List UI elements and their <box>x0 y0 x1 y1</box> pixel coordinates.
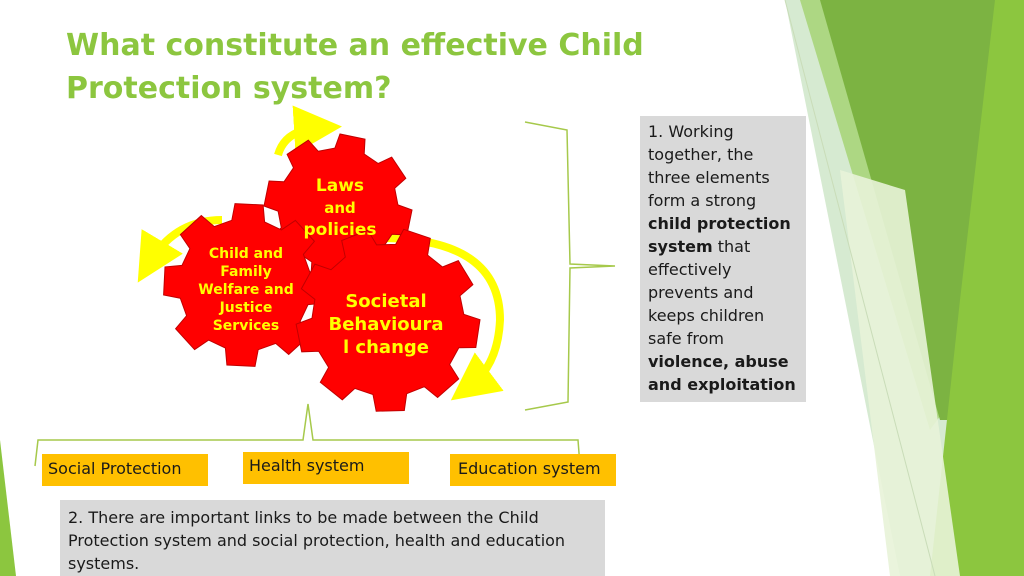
note1-text-1: 1. Working together, the three elements form a strong <box>648 122 770 210</box>
gear-welfare-line1: Child and <box>208 246 284 262</box>
health-system-label: Health system <box>249 456 365 475</box>
gear-laws-line1: Laws <box>315 176 365 196</box>
page-title: What constitute an effective Child Protection system? <box>66 28 644 106</box>
social-protection-box <box>42 454 208 486</box>
social-protection-label: Social Protection <box>48 459 182 478</box>
gear-welfare-line4: Justice <box>219 300 273 316</box>
gear-societal-line2: Behavioura <box>328 314 444 335</box>
gear-societal-line1: Societal <box>345 291 427 312</box>
gear-laws-line2: and <box>324 199 356 217</box>
right-bracket <box>525 122 615 410</box>
note-working-together <box>640 116 806 402</box>
health-system-box <box>243 452 409 484</box>
note1-bold-1: child protection system <box>648 214 791 256</box>
note-important-links: 2. There are important links to be made between the Child Protection system and social protection, health and education systems. <box>60 500 605 576</box>
gear-societal-line3: l change <box>343 337 429 358</box>
gear-welfare-line5: Services <box>212 318 280 334</box>
gear-laws-line3: policies <box>303 220 377 240</box>
gear-welfare-line2: Family <box>220 264 272 280</box>
gear-welfare-line3: Welfare and <box>198 282 294 298</box>
note1-bold-2: violence, abuse and exploitation <box>648 352 796 394</box>
education-system-box <box>450 454 616 486</box>
note1-text-2: that effectively prevents and keeps children safe from <box>648 237 765 348</box>
education-system-label: Education system <box>458 459 601 478</box>
